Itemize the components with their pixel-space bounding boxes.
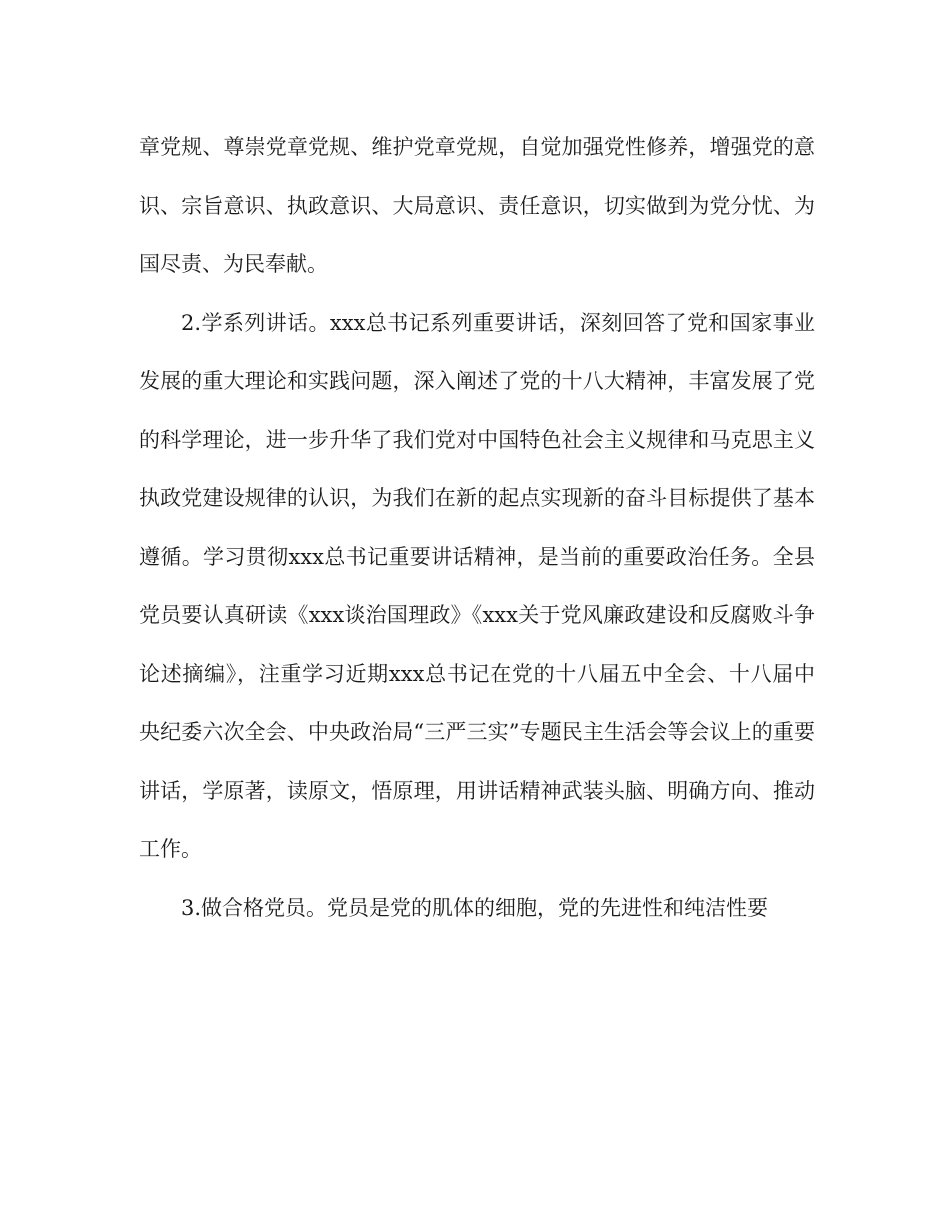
paragraph-item-3: 3.做合格党员。党员是党的肌体的细胞，党的先进性和纯洁性要: [181, 895, 769, 920]
paragraph-continuation: 章党规、尊崇党章党规、维护党章党规，自觉加强党性修养，增强党的意识、宗旨意识、执政意识、大局意识、责任意识，切实做到为党分忧、为国尽责、为民奉献。: [139, 135, 815, 276]
paragraph-item-2: 2.学系列讲话。xxx总书记系列重要讲话，深刻回答了党和国家事业发展的重大理论和实践问题，深入阐述了党的十八大精神，丰富发展了党的科学理论，进一步升华了我们党对中国特色社会主义规律和马克思主义执政党建设规律的认识，为我们在新的起点实现新的奋斗目标提供了基本遵循。学习贯彻xxx总书记重要讲话精神，是当前的重要政治任务。全县党员要认真研读《xxx谈治国理政》《xxx关于党风廉政建设和反腐败斗争论述摘编》，注重学习近期xxx总书记在党的十八届五中全会、十八届中央纪委六次全会、中央政治局“三严三实”专题民主生活会等会议上的重要讲话，学原著，读原文，悟原理，用讲话精神武装头脑、明确方向、推动工作。: [139, 310, 815, 861]
document-body: [139, 118, 815, 937]
